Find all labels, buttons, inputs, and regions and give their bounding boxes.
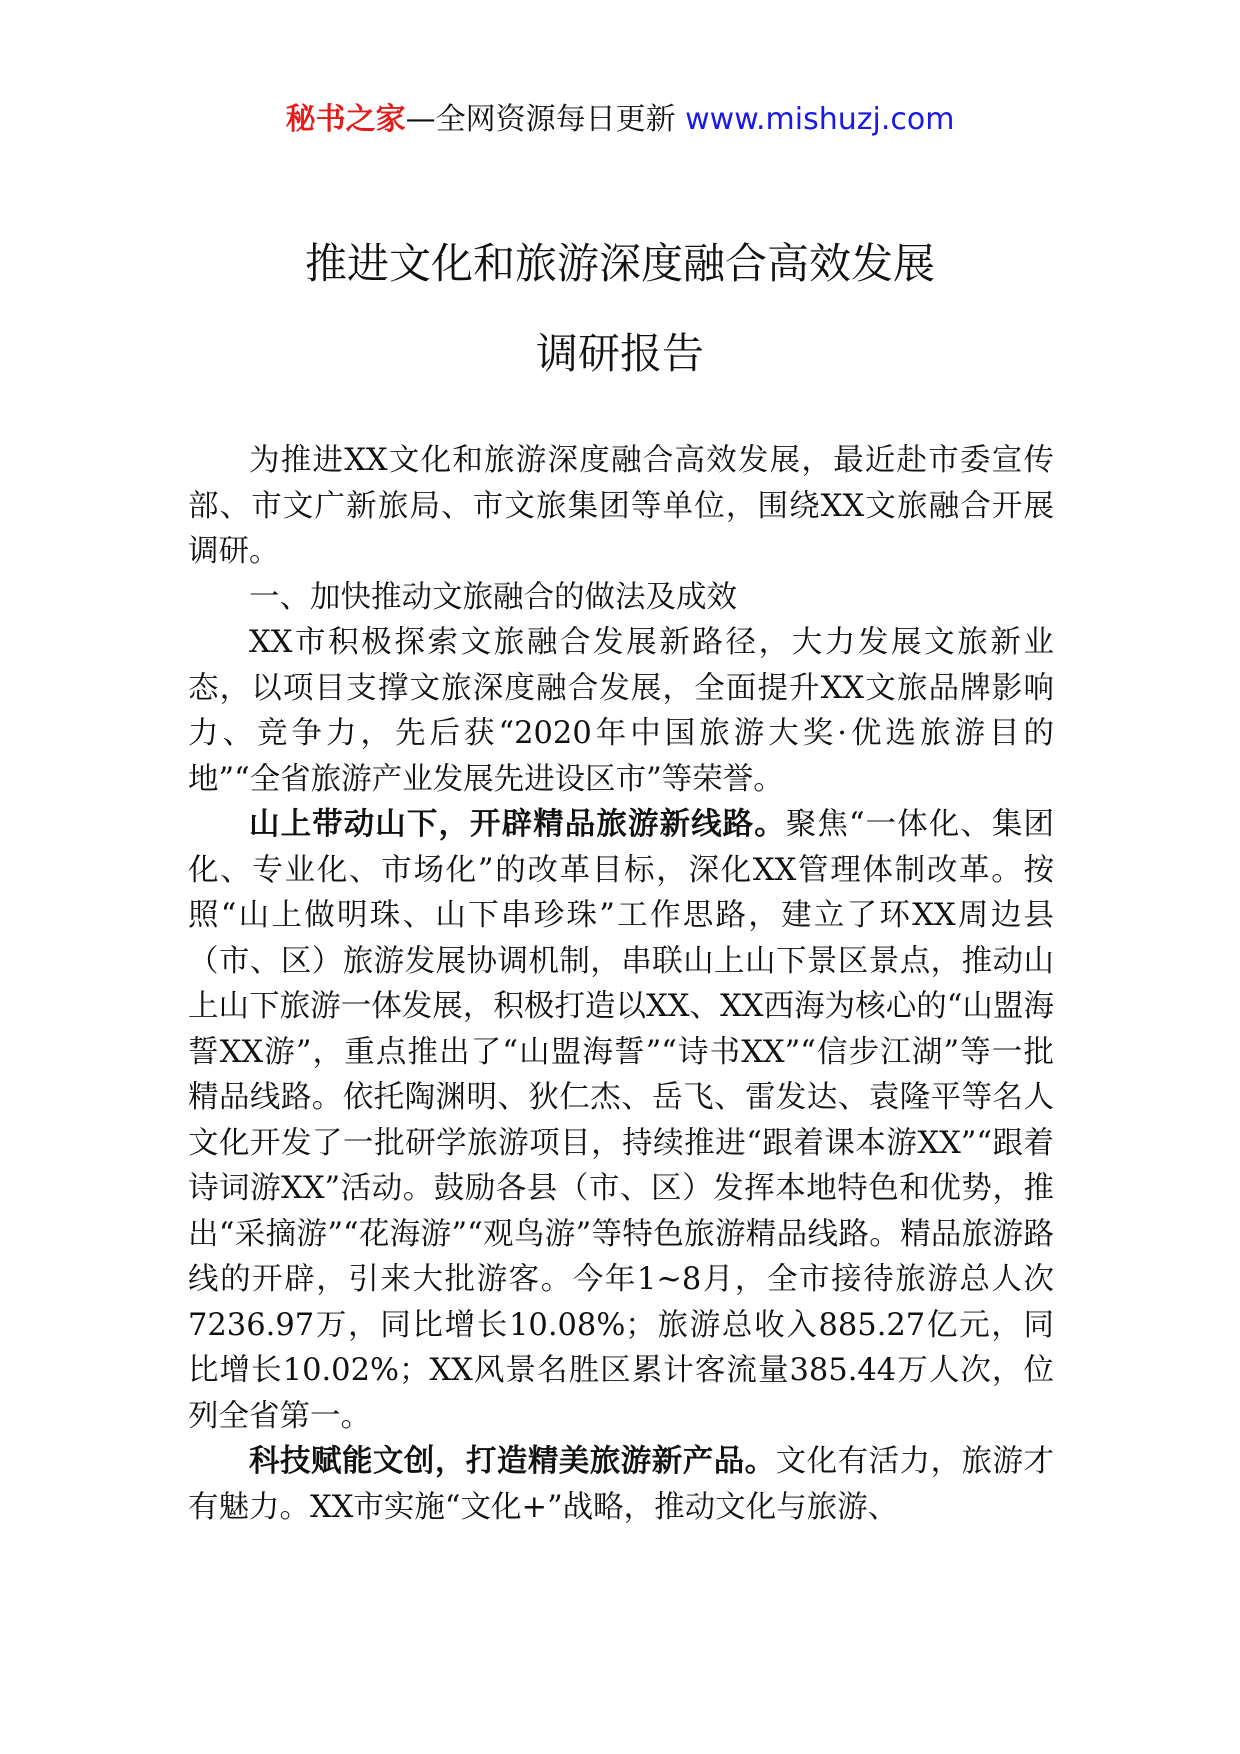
subsection-paragraph-1 <box>188 802 1054 1439</box>
site-brand: 秘书之家 <box>285 102 406 137</box>
intro-paragraph: 为推进XX文化和旅游深度融合高效发展，最近赴市委宣传部、市文广新旅局、市文旅集团等单位，围绕XX文旅融合开展调研。 <box>188 443 1054 569</box>
section-1-paragraph: XX市积极探索文旅融合发展新路径，大力发展文旅新业态，以项目支撑文旅深度融合发展，全面提升XX文旅品牌影响力、竞争力，先后获“2020年中国旅游大奖·优选旅游目的地”“全省旅游产业发展先进设区市”等荣誉。 <box>188 625 1054 797</box>
site-tagline: —全网资源每日更新 <box>405 102 686 137</box>
section-heading-1: 一、加快推动文旅融合的做法及成效 <box>249 579 737 615</box>
subsection-lead-2: 科技赋能文创，打造精美旅游新产品。 <box>249 1444 776 1479</box>
document-title-line-2: 调研报告 <box>535 329 704 378</box>
site-url-link[interactable]: www.mishuzj.com <box>685 102 955 137</box>
subsection-body-1: 聚焦“一体化、集团化、专业化、市场化”的改革目标，深化XX管理体制改革。按照“山上做明珠、山下串珍珠”工作思路，建立了环XX周边县（市、区）旅游发展协调机制，串联山上山下景区景点，推动山上山下旅游一体发展，积极打造以XX、XX西海为核心的“山盟海誓XX游”，重点推出了“山盟海誓”“诗书XX”“信步江湖”等一批精品线路。依托陶渊明、狄仁杰、岳飞、雷发达、袁隆平等名人文化开发了一批研学旅游项目，持续推进“跟着课本游XX”“跟着诗词游XX”活动。鼓励各县（市、区）发挥本地特色和优势，推出“采摘游”“花海游”“观鸟游”等特色旅游精品线路。精品旅游路线的开辟，引来大批游客。今年1~8月，全市接待旅游总人次7236.97万，同比增长10.08%；旅游总收入885.27亿元，同比增长10.02%；XX风景名胜区累计客流量385.44万人次，位列全省第一。 <box>188 807 1054 1434</box>
subsection-lead-1: 山上带动山下，开辟精品旅游新线路。 <box>249 807 786 842</box>
document-body <box>188 438 1054 1530</box>
site-header <box>0 100 1240 140</box>
subsection-paragraph-2 <box>188 1439 1054 1530</box>
subsection-body-2: 文化有活力，旅游才有魅力。XX市实施“文化+”战略，推动文化与旅游、 <box>188 1444 1055 1525</box>
document-title-line-1: 推进文化和旅游深度融合高效发展 <box>304 239 935 288</box>
